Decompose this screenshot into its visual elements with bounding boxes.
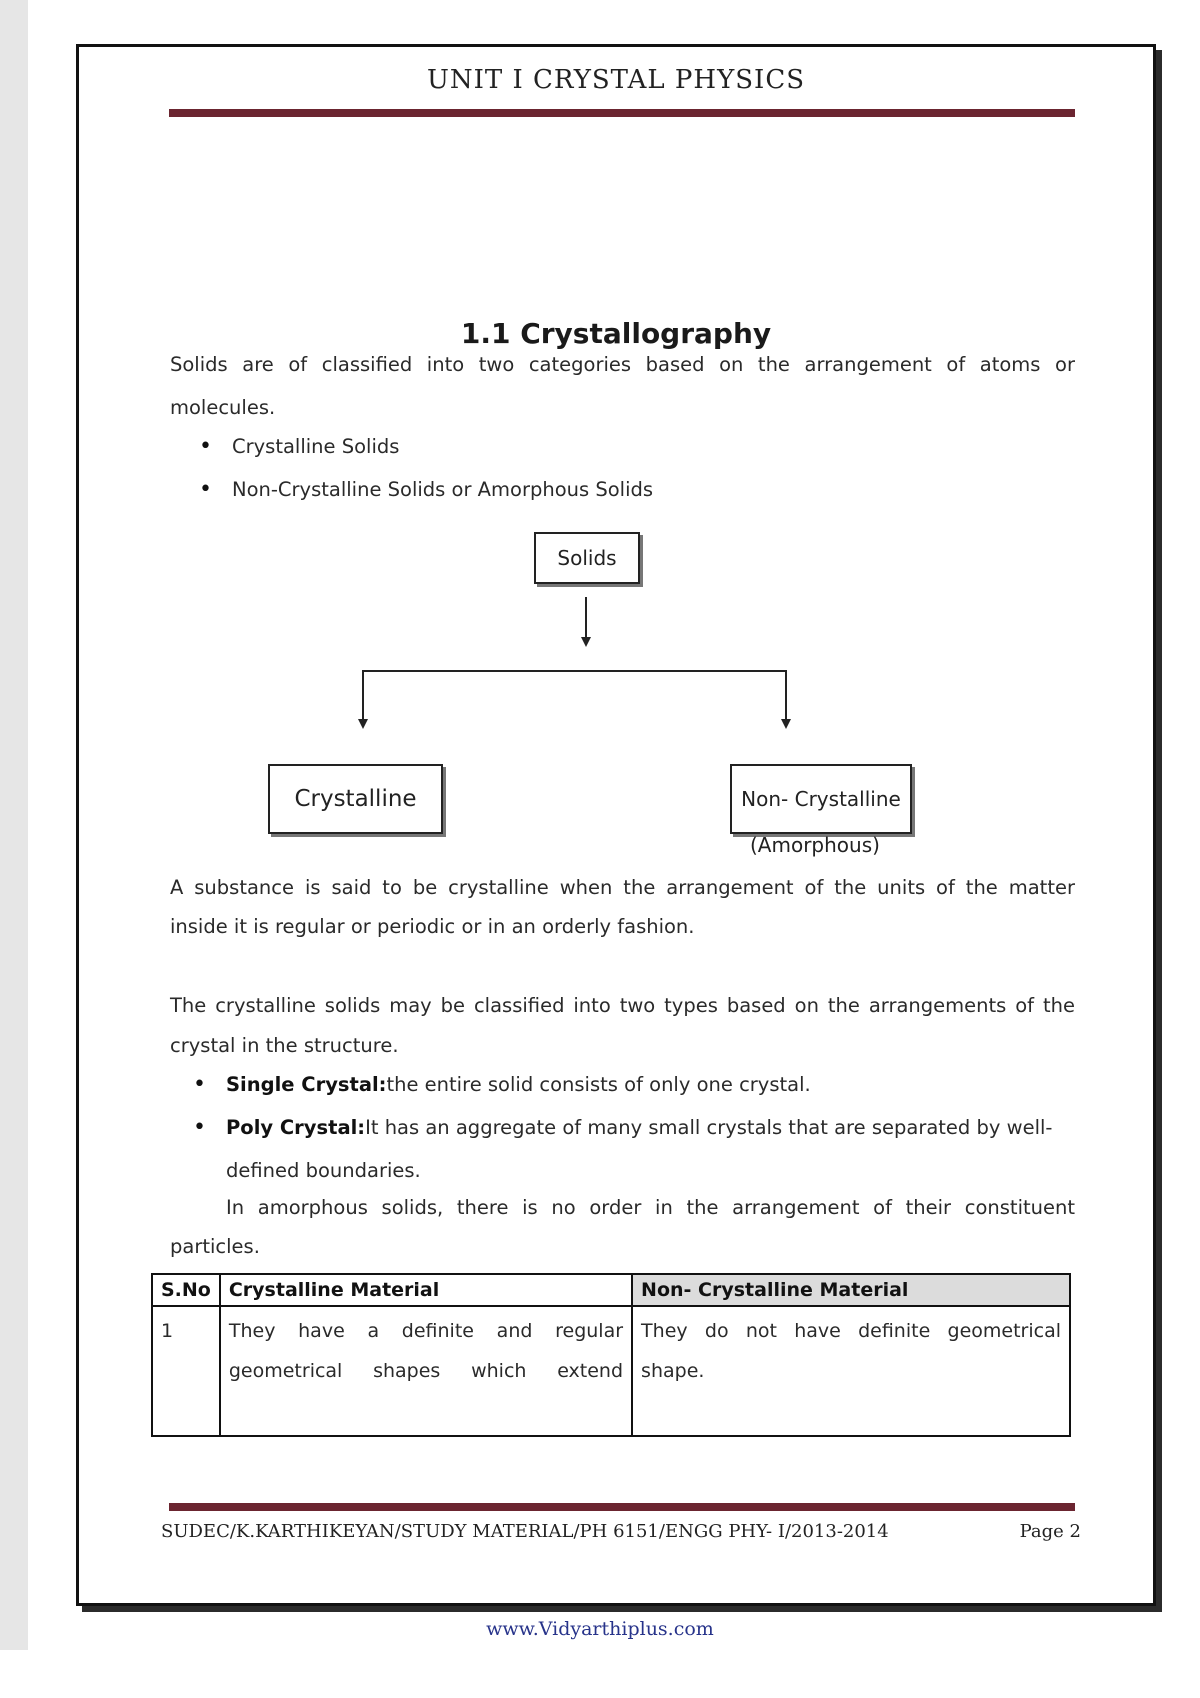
cell-non-crystalline: They do not have definite geometrical shape. — [632, 1306, 1070, 1436]
types-paragraph-line1: The crystalline solids may be classified into two types based on the arrangements of the — [170, 994, 1075, 1017]
header-sno: S.No — [152, 1274, 220, 1306]
diagram-node-label: Solids — [557, 546, 617, 570]
arrow-down-icon — [781, 719, 791, 729]
term-label: Poly Crystal: — [226, 1116, 366, 1139]
footer-credit: SUDEC/K.KARTHIKEYAN/STUDY MATERIAL/PH 6151/ENGG PHY- I/2013-2014 — [161, 1521, 889, 1542]
list-item: • Non-Crystalline Solids or Amorphous Solids — [199, 468, 653, 511]
types-paragraph-line2: crystal in the structure. — [170, 1034, 399, 1057]
header-rule — [169, 109, 1075, 117]
intro-paragraph-line2: molecules. — [170, 396, 276, 419]
list-item — [193, 1106, 1063, 1192]
amorphous-paragraph-line1: In amorphous solids, there is no order in the arrangement of their constituent — [226, 1196, 1075, 1219]
term-label: Single Crystal: — [226, 1073, 387, 1096]
arrow-down-icon — [358, 719, 368, 729]
viewer-left-margin — [0, 0, 28, 1650]
crystalline-definition-line1: A substance is said to be crystalline when the arrangement of the units of the matter — [170, 876, 1075, 899]
arrow-down-icon — [581, 637, 591, 647]
solid-categories-list — [199, 425, 653, 511]
diagram-caption-amorphous: (Amorphous) — [750, 833, 880, 857]
term-description: the entire solid consists of only one crystal. — [386, 1073, 811, 1096]
page-number: Page 2 — [1019, 1521, 1081, 1542]
diagram-node-label: Non- Crystalline — [741, 787, 901, 811]
intro-paragraph-line1: Solids are of classified into two categories based on the arrangement of atoms or — [170, 353, 1075, 376]
website-link[interactable]: www.Vidyarthiplus.com — [486, 1618, 714, 1640]
list-item: • Crystalline Solids — [199, 425, 653, 468]
diagram-node-label: Crystalline — [294, 786, 417, 812]
crystalline-definition-line2: inside it is regular or periodic or in an orderly fashion. — [170, 915, 695, 938]
diagram-node-non-crystalline — [730, 764, 912, 834]
document-page — [76, 44, 1156, 1606]
crystal-types-list — [193, 1063, 1063, 1192]
diagram-connector — [785, 670, 787, 720]
table-row — [152, 1306, 1070, 1436]
footer-rule — [169, 1503, 1075, 1511]
diagram-branch-line — [362, 670, 787, 672]
amorphous-paragraph-line2: particles. — [170, 1235, 260, 1258]
section-heading: 1.1 Crystallography — [460, 317, 772, 350]
page-footer — [161, 1521, 1081, 1542]
term-description: It has an aggregate of many small crystals that are separated by well-defined boundaries. — [226, 1116, 1053, 1182]
diagram-connector — [585, 597, 587, 639]
diagram-node-solids — [534, 532, 640, 584]
diagram-node-crystalline — [268, 764, 443, 834]
list-item — [193, 1063, 1063, 1106]
header-crystalline: Crystalline Material — [220, 1274, 632, 1306]
cell-crystalline: They have a definite and regular geometrical shapes which extend — [220, 1306, 632, 1436]
comparison-table — [151, 1273, 1071, 1437]
diagram-connector — [362, 670, 364, 720]
cell-sno: 1 — [152, 1306, 220, 1436]
unit-title: UNIT I CRYSTAL PHYSICS — [426, 65, 806, 95]
table-header-row — [152, 1274, 1070, 1306]
header-non-crystalline: Non- Crystalline Material — [632, 1274, 1070, 1306]
